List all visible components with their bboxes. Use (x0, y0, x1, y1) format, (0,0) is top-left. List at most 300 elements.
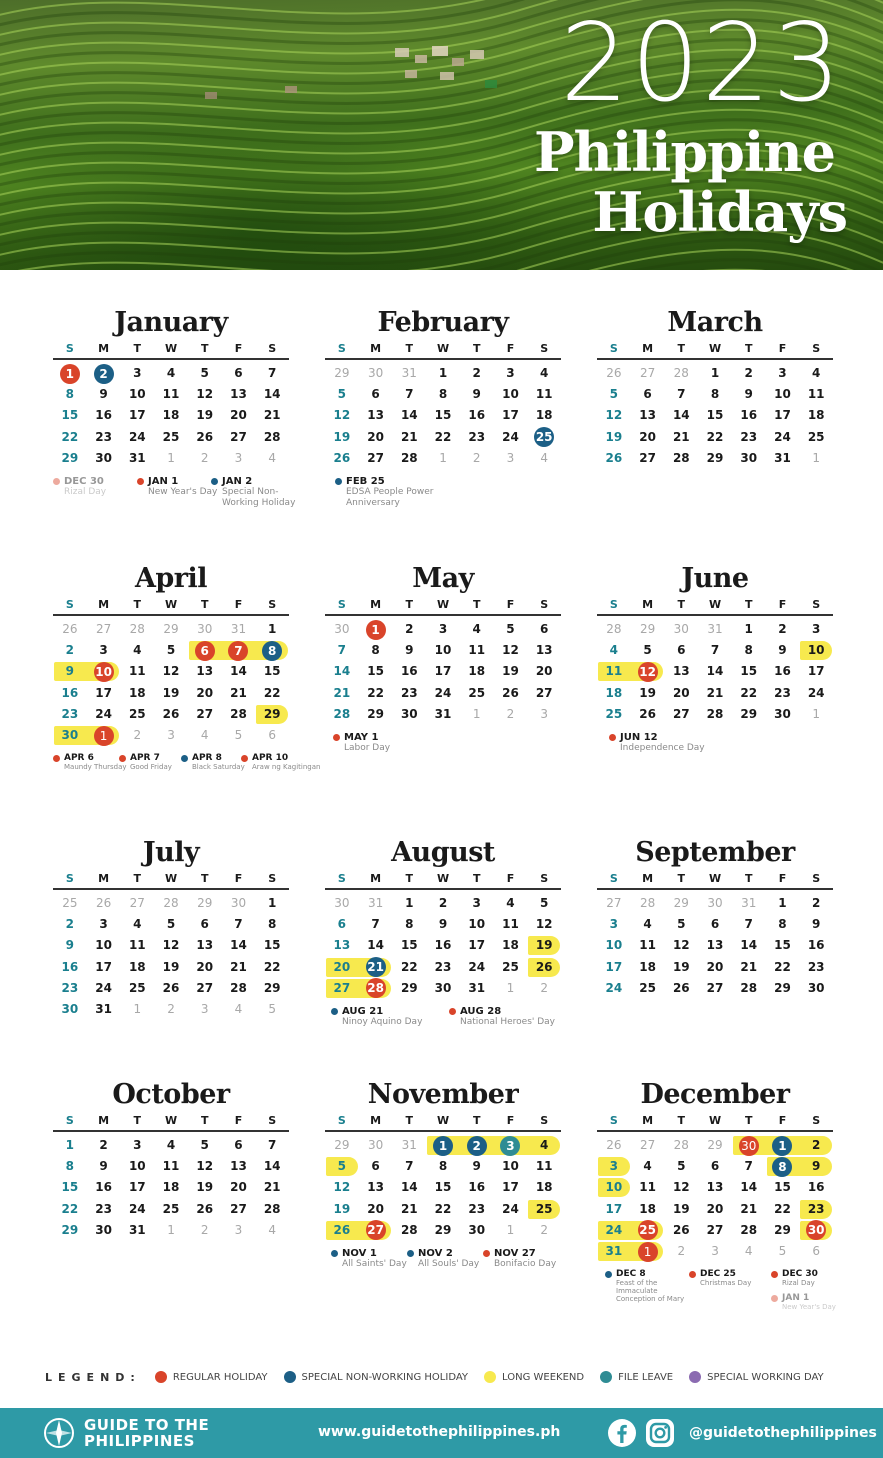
day-cell: 3 (99, 643, 108, 658)
day-grid (325, 363, 561, 469)
weekday-label: S (65, 872, 74, 885)
day-cell: 13 (367, 1180, 384, 1195)
holiday-date: DEC 25 (700, 1269, 736, 1280)
day-cell: 13 (196, 664, 214, 679)
weekday-label: S (268, 598, 277, 611)
weekday-label: T (472, 1114, 481, 1127)
holiday-dot-icon (771, 1271, 778, 1278)
day-cell: 3 (99, 917, 108, 932)
day-cell: 27 (639, 1138, 656, 1152)
week-row (597, 957, 833, 978)
day-cell: 5 (200, 366, 209, 380)
month-title: November (367, 1079, 519, 1110)
day-cell: 19 (333, 429, 351, 444)
month-november (325, 1078, 561, 1269)
legend-label: REGULAR HOLIDAY (172, 1371, 268, 1383)
day-cell: 30 (61, 1001, 79, 1016)
day-cell: 4 (268, 1222, 276, 1237)
day-cell: 8 (267, 917, 277, 932)
weekday-label: W (164, 598, 178, 611)
holiday-dot-icon (53, 478, 60, 485)
day-cell: 28 (263, 429, 281, 444)
day-grid (597, 619, 833, 725)
day-cell: 30 (367, 1138, 384, 1152)
day-cell: 17 (128, 1180, 146, 1195)
month-title: May (412, 563, 474, 594)
day-cell: 9 (99, 387, 108, 402)
day-cell: 31 (401, 1138, 417, 1152)
day-cell: 29 (639, 622, 656, 636)
holiday-date: FEB 25 (346, 476, 385, 487)
day-cell: 10 (774, 387, 791, 402)
day-cell: 26 (672, 980, 690, 995)
day-cell: 13 (706, 1180, 724, 1195)
day-cell: 27 (196, 980, 214, 995)
weekday-label: T (200, 342, 209, 355)
day-cell: 29 (263, 980, 281, 995)
day-cell: 25 (631, 1220, 665, 1241)
day-cell: 5 (506, 622, 515, 636)
day-cell: 17 (434, 664, 452, 679)
day-grid (325, 893, 561, 999)
day-cell: 28 (673, 1138, 689, 1152)
day-cell: 2 (811, 896, 821, 910)
day-cell: 18 (535, 408, 553, 423)
day-cell: 20 (535, 664, 553, 679)
holiday-dot-icon (333, 734, 340, 741)
weekday-label: S (268, 342, 277, 355)
day-cell: 29 (334, 366, 350, 380)
month-title: February (377, 307, 509, 338)
holiday-note (483, 1248, 573, 1270)
day-cell: 14 (706, 664, 724, 679)
legend-label: SPECIAL WORKING DAY (707, 1371, 824, 1383)
weekday-label: S (268, 872, 277, 885)
day-cell: 1 (766, 1135, 800, 1156)
day-cell: 2 (677, 1243, 686, 1258)
day-cell: 24 (605, 980, 623, 995)
day-cell: 20 (196, 685, 214, 700)
day-cell: 2 (438, 896, 448, 910)
holiday-date: JAN 2 (222, 476, 253, 487)
day-cell: 18 (128, 959, 146, 974)
day-cell: 18 (605, 685, 623, 700)
day-cell: 3 (234, 1222, 243, 1237)
day-cell: 20 (230, 408, 247, 423)
day-cell: 22 (61, 1201, 79, 1216)
day-cell: 7 (234, 917, 243, 932)
week-row (597, 363, 833, 384)
day-cell: 4 (609, 643, 619, 658)
weekday-label: S (337, 598, 346, 611)
week-row (53, 661, 289, 682)
weekday-label: T (133, 342, 142, 355)
week-row (325, 1156, 561, 1177)
day-cell: 5 (234, 727, 243, 742)
day-cell: 18 (639, 1201, 656, 1216)
holiday-date: DEC 8 (616, 1269, 646, 1280)
day-cell: 25 (639, 980, 656, 995)
day-cell: 31 (128, 1222, 146, 1237)
day-cell: 27 (639, 450, 656, 465)
day-cell: 8 (255, 640, 289, 661)
month-december (597, 1078, 836, 1312)
day-cell: 28 (639, 896, 656, 910)
day-cell: 19 (502, 664, 519, 679)
day-cell: 22 (434, 1201, 452, 1216)
day-cell: 31 (434, 706, 452, 721)
weekday-label: T (405, 342, 414, 355)
day-cell: 26 (535, 959, 553, 974)
weekday-label: W (164, 872, 178, 885)
day-cell: 26 (605, 450, 623, 465)
weekday-label: F (778, 1114, 787, 1127)
day-cell: 7 (405, 1159, 414, 1174)
day-cell: 3 (506, 450, 515, 465)
day-cell: 8 (405, 917, 414, 932)
day-cell: 15 (774, 938, 791, 953)
day-cell: 27 (535, 685, 553, 700)
day-cell: 17 (128, 408, 146, 423)
week-row (325, 1135, 561, 1156)
day-cell: 12 (605, 408, 623, 423)
weekday-label: F (778, 342, 787, 355)
weekday-header (325, 340, 561, 360)
day-cell: 4 (472, 622, 481, 636)
header-banner (0, 0, 883, 270)
weekday-label: F (234, 598, 243, 611)
special-working-dot-icon (689, 1371, 701, 1383)
day-cell: 30 (197, 622, 213, 636)
brand-name (84, 1417, 209, 1449)
day-cell: 17 (502, 1180, 519, 1195)
day-cell: 6 (710, 917, 720, 932)
day-cell: 31 (401, 366, 417, 380)
day-cell: 15 (61, 1180, 79, 1195)
day-cell: 2 (460, 1135, 494, 1156)
week-row (325, 1177, 561, 1198)
week-row (325, 448, 561, 469)
week-row (53, 725, 289, 746)
day-cell: 10 (434, 643, 452, 658)
day-cell: 27 (129, 896, 145, 910)
day-cell: 25 (62, 896, 78, 910)
weekday-label: S (609, 872, 618, 885)
day-cell: 14 (740, 1180, 758, 1195)
day-cell: 26 (162, 980, 180, 995)
holiday-note (335, 476, 485, 509)
month-title: October (112, 1079, 230, 1110)
day-cell: 28 (263, 1201, 281, 1216)
day-cell: 11 (502, 917, 519, 932)
holiday-name: Black Saturday (192, 763, 245, 772)
week-row (597, 704, 833, 725)
day-cell: 15 (434, 1180, 452, 1195)
day-cell: 21 (400, 429, 418, 444)
day-cell: 11 (807, 387, 825, 402)
day-cell: 1 (133, 1001, 142, 1016)
day-cell: 7 (267, 1138, 277, 1152)
week-row (325, 661, 561, 682)
day-cell: 9 (65, 664, 75, 679)
weekday-label: W (708, 598, 722, 611)
week-row (53, 893, 289, 914)
day-cell: 24 (502, 1201, 519, 1216)
day-grid (53, 363, 289, 469)
weekday-label: S (812, 872, 821, 885)
holiday-name: Labor Day (344, 743, 391, 753)
weekday-label: T (200, 1114, 209, 1127)
day-cell: 28 (230, 706, 247, 721)
day-cell: 16 (774, 664, 791, 679)
day-cell: 1 (812, 450, 820, 465)
day-cell: 8 (766, 1156, 800, 1177)
day-cell: 24 (95, 706, 112, 721)
day-cell: 5 (268, 1001, 276, 1016)
week-row (53, 935, 289, 956)
weekday-label: T (472, 872, 481, 885)
day-cell: 15 (367, 664, 384, 679)
day-cell: 5 (166, 917, 176, 932)
day-cell: 28 (673, 366, 689, 380)
day-cell: 14 (672, 408, 690, 423)
day-cell: 13 (535, 643, 553, 658)
weekday-label: M (642, 1114, 654, 1127)
week-row (597, 619, 833, 640)
day-cell: 29 (740, 706, 758, 721)
day-cell: 25 (162, 1201, 180, 1216)
weekday-label: M (370, 342, 382, 355)
holiday-note (609, 732, 759, 754)
day-cell: 13 (230, 387, 247, 402)
holiday-name: EDSA People Power Anniversary (346, 487, 434, 508)
day-cell: 6 (234, 366, 243, 380)
weekday-label: T (200, 872, 209, 885)
day-cell: 1 (167, 1222, 175, 1237)
regular-holiday-dot-icon (155, 1371, 167, 1383)
day-cell: 4 (133, 643, 142, 658)
weekday-label: T (405, 598, 414, 611)
holiday-name: Maundy Thursday (64, 763, 127, 772)
day-cell: 15 (774, 1180, 791, 1195)
day-cell: 8 (438, 387, 448, 402)
day-cell: 18 (128, 685, 146, 700)
day-cell: 3 (711, 1243, 719, 1258)
holiday-dot-icon (605, 1271, 612, 1278)
weekday-label: T (744, 342, 753, 355)
day-cell: 7 (267, 366, 277, 380)
day-cell: 26 (196, 429, 214, 444)
day-cell: 4 (539, 1138, 549, 1152)
day-cell: 4 (539, 366, 549, 380)
day-cell: 30 (807, 980, 825, 995)
weekday-label: T (677, 1114, 686, 1127)
day-cell: 24 (774, 429, 791, 444)
day-cell: 20 (230, 1180, 247, 1195)
holiday-note (689, 1269, 779, 1287)
day-cell: 29 (334, 1138, 350, 1152)
day-cell: 20 (672, 685, 690, 700)
day-cell: 30 (95, 1222, 112, 1237)
month-september (597, 836, 833, 999)
weekday-label: T (677, 872, 686, 885)
week-row (597, 978, 833, 999)
day-cell: 28 (359, 978, 393, 999)
weekday-label: T (133, 872, 142, 885)
day-cell: 11 (535, 1159, 553, 1174)
weekday-label: S (65, 598, 74, 611)
day-cell: 19 (535, 938, 553, 953)
day-cell: 3 (133, 1138, 142, 1152)
weekday-label: T (133, 1114, 142, 1127)
day-cell: 12 (672, 938, 690, 953)
day-cell: 15 (740, 664, 758, 679)
week-row (53, 1156, 289, 1177)
week-row (53, 640, 289, 661)
facebook-icon[interactable] (607, 1418, 637, 1448)
week-row (325, 978, 561, 999)
day-cell: 31 (128, 450, 146, 465)
day-cell: 14 (230, 938, 247, 953)
day-cell: 1 (65, 1138, 75, 1152)
day-cell: 29 (707, 1138, 723, 1152)
day-cell: 3 (234, 450, 243, 465)
day-cell: 4 (234, 1001, 243, 1016)
day-cell: 24 (468, 959, 486, 974)
day-cell: 14 (740, 938, 758, 953)
day-cell: 21 (706, 685, 724, 700)
day-cell: 28 (740, 980, 758, 995)
week-row (53, 978, 289, 999)
holiday-name: National Heroes' Day (460, 1017, 556, 1027)
weekday-header (325, 596, 561, 616)
week-row (325, 914, 561, 935)
day-cell: 19 (196, 408, 214, 423)
brand-logo[interactable] (42, 1416, 209, 1450)
day-cell: 17 (605, 959, 623, 974)
weekday-label: T (677, 342, 686, 355)
day-cell: 3 (609, 917, 619, 932)
week-row (325, 935, 561, 956)
day-cell: 12 (196, 387, 214, 402)
week-row (597, 384, 833, 405)
day-cell: 11 (128, 664, 146, 679)
day-cell: 31 (468, 980, 486, 995)
weekday-label: M (642, 342, 654, 355)
holiday-name: Bonifacio Day (494, 1259, 557, 1269)
holiday-dot-icon (449, 1008, 456, 1015)
day-cell: 28 (230, 980, 247, 995)
day-cell: 16 (807, 1180, 825, 1195)
holiday-date: APR 8 (192, 753, 222, 764)
day-cell: 6 (188, 640, 222, 661)
day-cell: 30 (230, 896, 247, 910)
holiday-dot-icon (53, 755, 60, 762)
day-cell: 25 (128, 706, 146, 721)
weekday-label: T (472, 342, 481, 355)
day-cell: 25 (605, 706, 623, 721)
day-cell: 2 (87, 363, 121, 384)
day-cell: 22 (400, 959, 418, 974)
day-cell: 15 (400, 938, 418, 953)
day-cell: 2 (811, 1138, 821, 1152)
footer (0, 1408, 883, 1458)
day-cell: 10 (128, 387, 146, 402)
day-cell: 26 (196, 1201, 214, 1216)
holiday-date: AUG 21 (342, 1006, 384, 1017)
day-cell: 9 (811, 1159, 821, 1174)
day-cell: 30 (799, 1220, 833, 1241)
day-grid (597, 893, 833, 999)
day-cell: 1 (426, 1135, 460, 1156)
day-cell: 31 (367, 896, 384, 910)
day-cell: 5 (539, 896, 549, 910)
day-cell: 10 (605, 938, 623, 953)
day-cell: 1 (710, 366, 720, 380)
day-cell: 5 (337, 1159, 347, 1174)
day-cell: 26 (62, 622, 78, 636)
week-row (597, 683, 833, 704)
instagram-icon[interactable] (645, 1418, 675, 1448)
day-cell: 24 (605, 1222, 623, 1237)
week-row (325, 683, 561, 704)
weekday-label: M (642, 598, 654, 611)
day-cell: 11 (605, 664, 623, 679)
week-row (53, 957, 289, 978)
week-row (325, 405, 561, 426)
day-cell: 22 (706, 429, 724, 444)
holiday-name: All Souls' Day (418, 1259, 480, 1269)
day-cell: 23 (468, 1201, 486, 1216)
title-line-1: Philippine (533, 120, 835, 184)
week-row (325, 427, 561, 448)
week-row (325, 363, 561, 384)
day-cell: 9 (438, 917, 448, 932)
holiday-dot-icon (483, 1250, 490, 1257)
weekday-label: T (744, 872, 753, 885)
day-cell: 21 (359, 957, 393, 978)
holiday-date: DEC 30 (64, 476, 104, 487)
holiday-note (771, 1269, 861, 1287)
day-cell: 2 (167, 1001, 175, 1016)
weekday-label: S (337, 872, 346, 885)
holiday-date: APR 6 (64, 753, 94, 764)
day-cell: 27 (639, 366, 656, 380)
day-cell: 20 (706, 1201, 724, 1216)
day-cell: 7 (371, 917, 380, 932)
day-cell: 25 (502, 959, 519, 974)
holiday-date: APR 10 (252, 753, 289, 764)
legend-label: SPECIAL NON-WORKING HOLIDAY (301, 1371, 469, 1383)
week-row (597, 1135, 833, 1156)
website-link[interactable]: www.guidetothephilippines.ph (318, 1424, 561, 1440)
weekday-header (325, 870, 561, 890)
day-cell: 28 (163, 896, 179, 910)
weekday-header (325, 1112, 561, 1132)
week-row (53, 704, 289, 725)
social-handle[interactable]: @guidetothephilippines (689, 1425, 877, 1441)
weekday-label: S (609, 342, 618, 355)
day-cell: 30 (468, 1222, 486, 1237)
day-cell: 16 (61, 685, 79, 700)
weekday-header (597, 870, 833, 890)
day-cell: 8 (710, 387, 720, 402)
day-cell: 27 (230, 1201, 247, 1216)
day-cell: 23 (95, 429, 112, 444)
day-cell: 30 (740, 450, 758, 465)
day-cell: 12 (672, 1180, 690, 1195)
day-cell: 6 (371, 1159, 380, 1174)
